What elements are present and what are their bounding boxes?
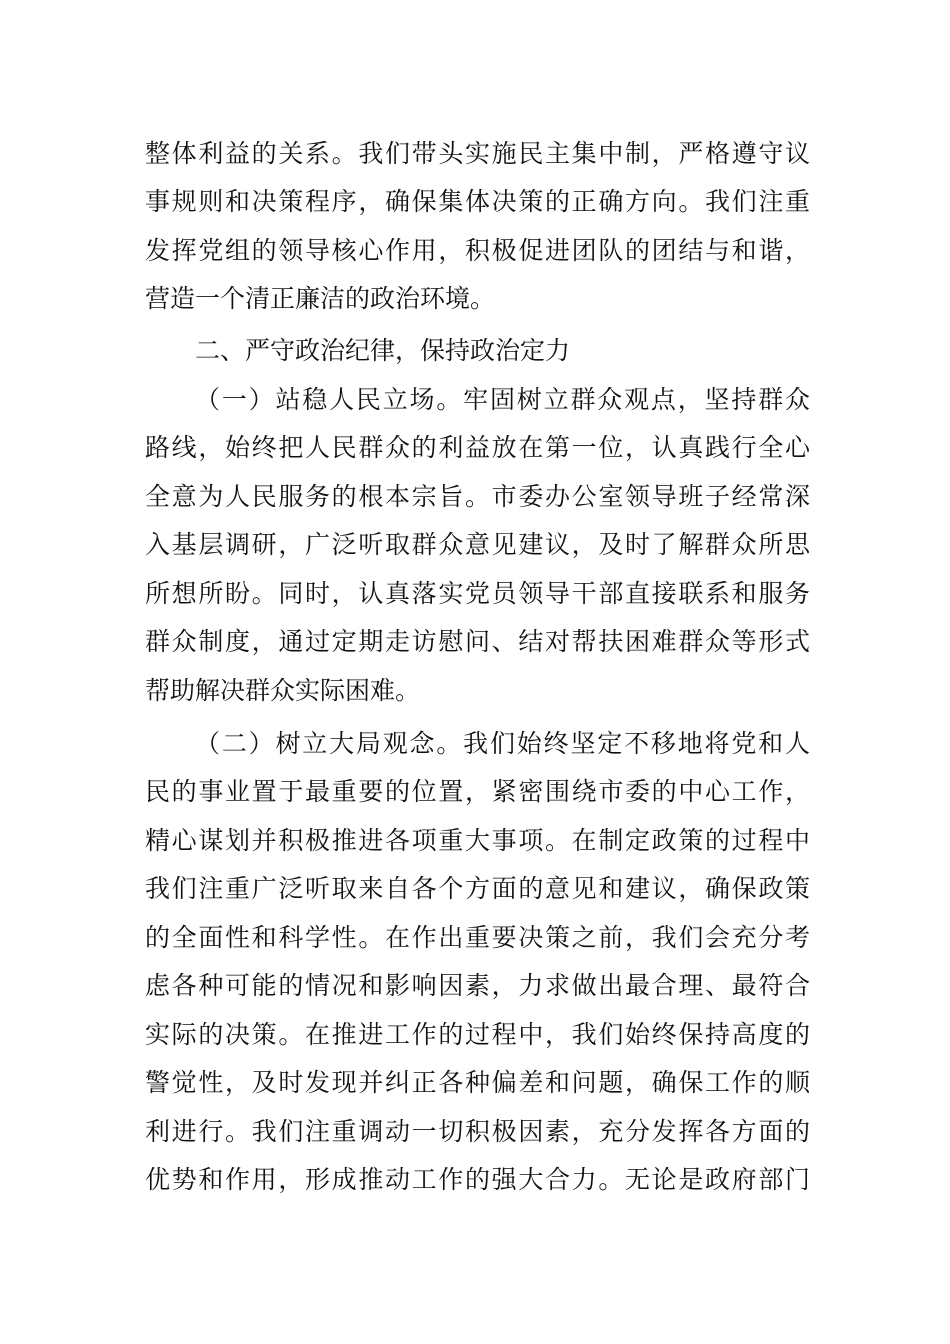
section-heading: 二、严守政治纪律，保持政治定力	[195, 336, 571, 365]
paragraph-first-line: （二）树立大局观念。我们始终坚定不移地将党和人	[195, 729, 810, 758]
text-line: 虑各种可能的情况和影响因素，力求做出最合理、最符合	[145, 971, 810, 1000]
text-line: 全意为人民服务的根本宗旨。市委办公室领导班子经常深	[145, 482, 810, 511]
text-line: 群众制度，通过定期走访慰问、结对帮扶困难群众等形式	[145, 627, 810, 656]
text-line: 的全面性和科学性。在作出重要决策之前，我们会充分考	[145, 923, 810, 952]
text-line: 所想所盼。同时，认真落实党员领导干部直接联系和服务	[145, 579, 810, 608]
text-line: 我们注重广泛听取来自各个方面的意见和建议，确保政策	[145, 874, 810, 903]
text-line: 利进行。我们注重调动一切积极因素，充分发挥各方面的	[145, 1117, 810, 1146]
text-line: 实际的决策。在推进工作的过程中，我们始终保持高度的	[145, 1020, 810, 1049]
text-line: 路线，始终把人民群众的利益放在第一位，认真践行全心	[145, 433, 810, 462]
paragraph-first-line: （一）站稳人民立场。牢固树立群众观点，坚持群众	[195, 385, 810, 414]
text-line: 精心谋划并积极推进各项重大事项。在制定政策的过程中	[145, 826, 810, 855]
text-line: 入基层调研，广泛听取群众意见建议，及时了解群众所思	[145, 530, 810, 559]
text-line: 警觉性，及时发现并纠正各种偏差和问题，确保工作的顺	[145, 1068, 810, 1097]
text-line: 民的事业置于最重要的位置，紧密围绕市委的中心工作，	[145, 777, 810, 806]
text-line: 优势和作用，形成推动工作的强大合力。无论是政府部门	[145, 1165, 810, 1194]
text-line: 事规则和决策程序，确保集体决策的正确方向。我们注重	[145, 187, 810, 216]
text-line: 营造一个清正廉洁的政治环境。	[145, 284, 496, 313]
text-line: 发挥党组的领导核心作用，积极促进团队的团结与和谐，	[145, 236, 810, 265]
text-line: 帮助解决群众实际困难。	[145, 676, 421, 705]
text-line: 整体利益的关系。我们带头实施民主集中制，严格遵守议	[145, 139, 810, 168]
